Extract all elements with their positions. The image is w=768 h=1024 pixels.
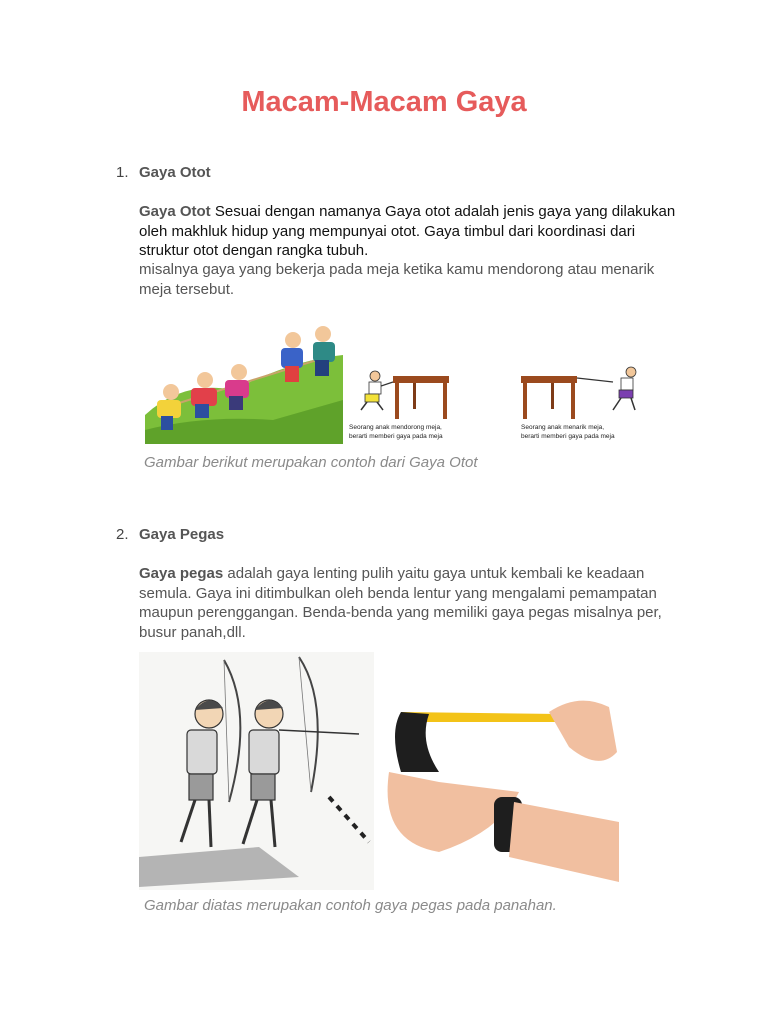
section-heading-gaya-otot: Gaya Otot: [139, 164, 211, 181]
pushing-table-image: [349, 371, 449, 440]
image-note: berarti memberi gaya pada meja: [521, 433, 615, 440]
example-text: misalnya gaya yang bekerja pada meja ketika kamu mendorong atau menarik meja tersebut.: [139, 261, 655, 298]
image-caption: Gambar diatas merupakan contoh gaya pegas pada panahan.: [144, 897, 557, 914]
archers-image: [139, 652, 374, 890]
section-paragraph: [139, 202, 679, 261]
list-number: 1.: [116, 164, 129, 181]
description: adalah gaya lenting pulih yaitu gaya untuk kembali ke keadaan semula. Gaya ini ditimbulkan oleh benda lentur yang mengalami pemampatan maupun perenggangan. Benda-benda yang memiliki gaya pegas misalnya per, busur panah,dll.: [139, 565, 662, 641]
image-caption: Gambar berikut merupakan contoh dari Gaya Otot: [144, 454, 478, 471]
spring-force-illustration: [139, 652, 619, 890]
section-heading-gaya-pegas: Gaya Pegas: [139, 526, 225, 543]
image-note: Seorang anak mendorong meja,: [349, 424, 442, 431]
tug-of-war-image: [145, 326, 343, 444]
image-note: berarti memberi gaya pada meja: [349, 433, 443, 440]
slingshot-image: [388, 701, 619, 882]
description: Sesuai dengan namanya Gaya otot adalah jenis gaya yang dilakukan oleh makhluk hidup yang mempunyai otot. Gaya timbul dari koordinasi dari struktur otot dengan rangka tubuh.: [139, 203, 676, 259]
term: Gaya Otot: [139, 203, 211, 220]
pulling-table-image: [521, 367, 636, 440]
page-title: Macam-Macam Gaya: [241, 86, 527, 118]
term: Gaya pegas: [139, 565, 224, 582]
list-number: 2.: [116, 526, 129, 543]
image-note: Seorang anak menarik meja,: [521, 424, 605, 431]
section-paragraph: [139, 564, 679, 642]
muscle-force-illustration: [143, 320, 648, 444]
